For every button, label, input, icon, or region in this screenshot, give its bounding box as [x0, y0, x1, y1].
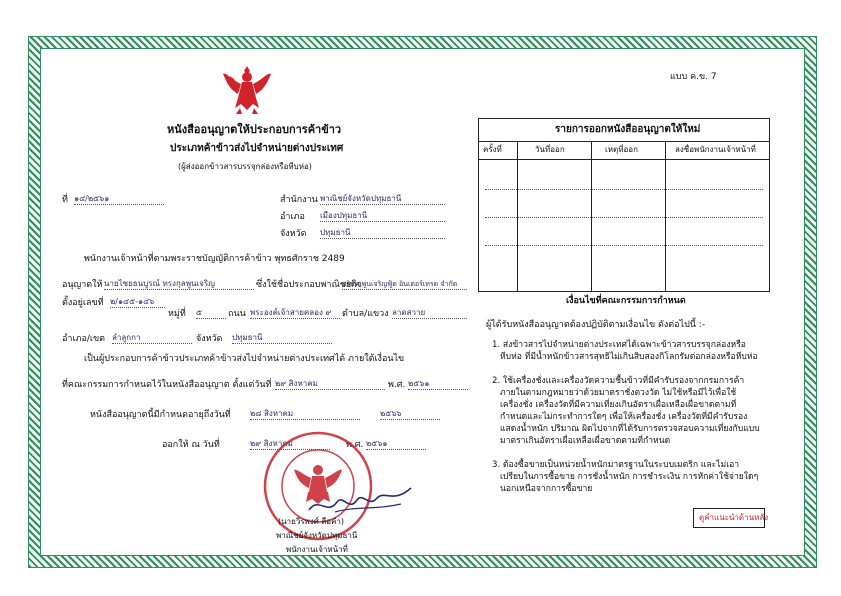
from-year-label: พ.ศ.: [388, 380, 406, 390]
from-year: ๒๕๖๑: [408, 379, 468, 390]
conditions-intro: ผู้ได้รับหนังสืออนุญาตต้องปฏิบัติตามเงื่อนไข ดังต่อไปนี้ :-: [486, 320, 706, 330]
table-blank-line: [485, 245, 763, 246]
reissue-table-title-row: [479, 119, 769, 142]
district-value: เมืองปทุมธานี: [320, 211, 445, 222]
officer-line: พนักงานเจ้าหน้าที่ตามพระราชบัญญัติการค้าข้าว พุทธศักราช 2489: [84, 254, 345, 264]
committee-line: ที่คณะกรรมการกำหนดไว้ในหนังสืออนุญาต ตั้งแต่วันที่: [62, 380, 272, 390]
issued-year-label: พ.ศ.: [346, 440, 364, 450]
address-number: ๒/๑๔๕-๑๔๖: [110, 297, 165, 308]
business-name-label: ซึ่งใช้ชื่อประกอบพาณิชยกิจ: [256, 280, 362, 290]
amphoe-label: อำเภอ/เขต: [62, 334, 105, 344]
permit-label: อนุญาตให้: [62, 280, 103, 290]
condition-1-line: หีบห่อ ที่มีน้ำหนักข้าวสารสุทธิไม่เกินสิบสองกิโลกรัมต่อกล่องหรือหีบห่อ: [500, 352, 758, 362]
expiry-label: หนังสืออนุญาตนี้มีกำหนดอายุถึงวันที่: [90, 410, 231, 420]
office-label: สำนักงาน: [280, 195, 318, 205]
form-code: แบบ ค.ข. 7: [670, 72, 717, 82]
signatory-role: พนักงานเจ้าหน้าที่: [286, 545, 348, 554]
condition-3-line: นอกเหนือจากการซื้อขาย: [500, 484, 593, 494]
business-name: บริษัท พูนเจริญฟู้ด อินเตอร์เทรด จำกัด: [342, 279, 467, 290]
certificate-title: หนังสืออนุญาตให้ประกอบการค้าข้าว: [167, 123, 342, 136]
reissue-table-title: รายการออกหนังสืออนุญาตให้ใหม่: [555, 124, 701, 135]
reissue-table-header: [479, 141, 769, 160]
column-divider: [517, 141, 518, 291]
district-label: อำเภอ: [280, 212, 305, 222]
condition-1-line: 1. ส่งข้าวสารไปจำหน่ายต่างประเทศได้เฉพาะข้าวสารบรรจุกล่องหรือ: [492, 340, 746, 350]
header-reason: เหตุที่ออก: [605, 145, 638, 154]
condition-3-line: เปรียบในการซื้อขาย การชั่งน้ำหนัก การชำระเงิน การหักค่าใช้จ่ายใดๆ: [500, 472, 759, 482]
subdistrict-value: ลาดสวาย: [392, 308, 467, 319]
table-blank-line: [485, 189, 763, 190]
permit-person: นายไชยธนบูรณ์ ทรงกุลพูนเจริญ: [104, 279, 254, 290]
subdistrict-label: ตำบล/แขวง: [342, 309, 389, 319]
expiry-year: ๒๕๖๖: [380, 409, 440, 420]
issued-label: ออกให้ ณ วันที่: [162, 440, 220, 450]
see-back-note: ดูคำแนะนำด้านหลัง: [699, 513, 769, 522]
changwat-label: จังหวัด: [196, 334, 223, 344]
office-value: พาณิชย์จังหวัดปทุมธานี: [320, 194, 445, 205]
condition-2-line: แสดงน้ำหนัก ปริมาณ ผิดไปจากที่ได้รับการตรวจสอบความเที่ยงกับแบบ: [500, 424, 760, 434]
signatory-name: (นายวีรพงศ์ ลือคำ): [278, 517, 345, 526]
header-time: ครั้งที่: [483, 145, 502, 154]
issued-date: ๒๙ สิงหาคม: [250, 439, 330, 450]
condition-2-line: มาตราเกินอัตราเผื่อเหลือเผื่อขาดตามที่กำหนด: [500, 436, 671, 446]
province-value: ปทุมธานี: [320, 228, 445, 239]
header-issue-date: วันที่ออก: [535, 145, 565, 154]
reissue-table: [478, 118, 770, 292]
address-label: ตั้งอยู่เลขที่: [62, 298, 104, 308]
number-label: ที่: [62, 195, 68, 205]
garuda-emblem-icon: [222, 64, 272, 116]
column-divider: [665, 141, 666, 291]
condition-2-line: 2. ใช้เครื่องชั่งและเครื่องวัดความชื้นข้าวที่มีคำรับรองจากกรมการค้า: [492, 376, 745, 386]
see-back-box: [693, 508, 769, 528]
header-officer-signature: ลงชื่อพนักงานเจ้าหน้าที่: [675, 145, 756, 154]
road-value: พระองค์เจ้าสายคลอง ๙: [250, 308, 340, 319]
from-date: ๒๙ สิงหาคม: [275, 379, 385, 390]
table-blank-line: [485, 217, 763, 218]
changwat-value: ปทุมธานี: [232, 333, 332, 344]
amphoe-value: ลำลูกกา: [112, 333, 192, 344]
condition-2-line: เครื่องชั่ง เครื่องวัดที่มีความเที่ยงเกินอัตราเผื่อเหลือเผื่อขาดตามที่: [500, 400, 737, 410]
condition-3-line: 3. ต้องซื้อขายเป็นหน่วยน้ำหนักมาตรฐานในระบบเมตริก และไม่เอา: [492, 460, 740, 470]
issued-year: ๒๕๖๑: [366, 439, 426, 450]
moo-value: ๕: [196, 308, 226, 319]
conditions-title: เงื่อนไขที่คณะกรรมการกำหนด: [566, 296, 686, 306]
road-label: ถนน: [228, 309, 246, 319]
condition-line: เป็นผู้ประกอบการค้าข้าวประเภทค้าข้าวส่งไปจำหน่ายต่างประเทศได้ ภายใต้เงื่อนไข: [84, 354, 405, 364]
moo-label: หมู่ที่: [168, 309, 186, 319]
certificate-note: (ผู้ส่งออกข้าวสารบรรจุกล่องหรือหีบห่อ): [178, 162, 312, 171]
expiry-date: ๒๘ สิงหาคม: [250, 409, 360, 420]
number-value: ๑๔/๒๕๖๑: [74, 194, 164, 205]
condition-2-line: ภายในตามกฎหมายว่าด้วยมาตราชั่งตวงวัด ไม่ใช้หรือมีไว้เพื่อใช้: [500, 388, 737, 398]
certificate-subtitle: ประเภทค้าข้าวส่งไปจำหน่ายต่างประเทศ: [170, 143, 344, 154]
column-divider: [591, 141, 592, 291]
province-label: จังหวัด: [280, 229, 307, 239]
signatory-position: พาณิชย์จังหวัดปทุมธานี: [276, 531, 358, 540]
condition-2-line: กำหนดและไม่กระทำการใดๆ เพื่อให้เครื่องชั่ง เครื่องวัดที่มีคำรับรอง: [500, 412, 748, 422]
